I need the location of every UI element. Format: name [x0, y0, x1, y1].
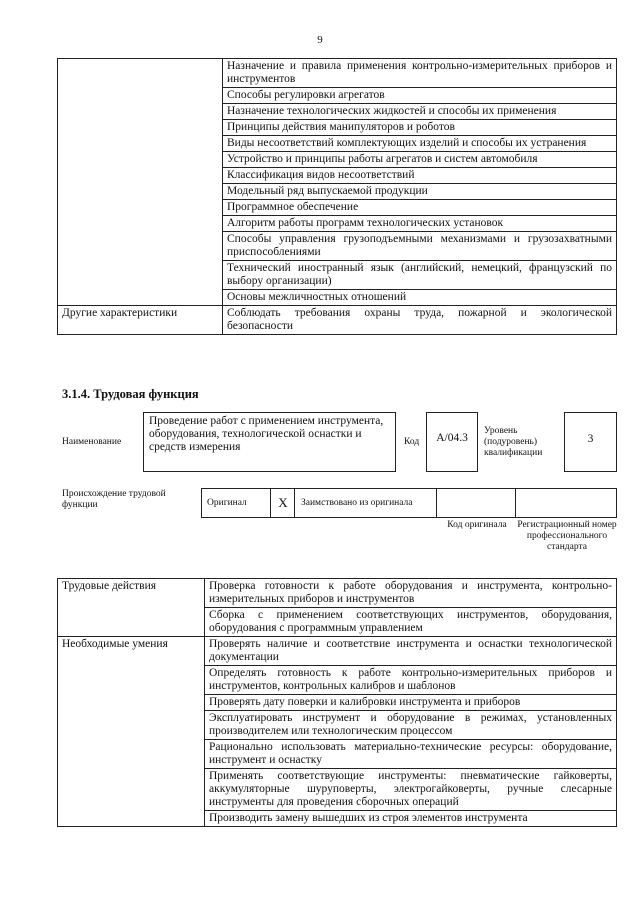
list-item: Эксплуатировать инструмент и оборудование в режимах, установленных производителем или технологическим процессом [205, 711, 616, 740]
row-items-cell [223, 306, 617, 335]
list-item: Модельный ряд выпускаемой продукции [223, 184, 616, 200]
table-row [58, 637, 617, 827]
list-item: Алгоритм работы программ технологических установок [223, 216, 616, 232]
row-items-cell [223, 59, 617, 306]
row-label-cell [58, 59, 223, 306]
origin-label: Происхождение трудовой функции [62, 489, 166, 510]
code-original-caption: Код оригинала [447, 520, 507, 530]
row-label-cell [58, 579, 205, 637]
original-label: Оригинал [207, 498, 247, 508]
list-item: Проверять наличие и соответствие инструмента и оснастки технологической документации [205, 637, 616, 666]
name-value: Проведение работ с применением инструмента, оборудования, технологической оснастки и средств измерения [149, 415, 384, 453]
name-value-box [143, 412, 396, 472]
list-item: Устройство и принципы работы агрегатов и систем автомобиля [223, 152, 616, 168]
list-item: Проверка готовности к работе оборудования и инструмента, контрольно-измерительных приборов и инструментов [205, 579, 616, 608]
list-item: Классификация видов несоответствий [223, 168, 616, 184]
list-item: Основы межличностных отношений [227, 291, 407, 303]
level-value-box [564, 412, 617, 472]
list-item: Проверять дату поверки и калибровки инструмента и приборов [205, 695, 616, 711]
page-number: 9 [317, 34, 323, 46]
list-item: Назначение технологических жидкостей и способы их применения [223, 104, 616, 120]
row-label-cell [58, 306, 223, 335]
list-item: Соблюдать требования охраны труда, пожарной и экологической безопасности [227, 307, 612, 332]
list-item: Программное обеспечение [223, 200, 616, 216]
labor-functions-table [57, 578, 617, 827]
table-row [58, 579, 617, 637]
section-title: 3.1.4. Трудовая функция [62, 387, 199, 401]
list-item: Виды несоответствий комплектующих изделий и способы их устранения [223, 136, 616, 152]
level-label: Уровень (подуровень) квалификации [484, 426, 543, 458]
original-mark: X [278, 495, 288, 510]
table-row [58, 306, 617, 335]
list-item: Способы регулировки агрегатов [223, 88, 616, 104]
row-items-cell [205, 579, 617, 637]
level-value: 3 [587, 433, 594, 445]
list-item: Принципы действия манипуляторов и роботов [223, 120, 616, 136]
list-item: Определять готовность к работе контрольно-измерительных приборов и инструментов, контрольных калибров и шаблонов [205, 666, 616, 695]
row-label [58, 59, 222, 61]
list-item: Производить замену вышедших из строя элементов инструмента [209, 812, 528, 824]
row-label-cell [58, 637, 205, 827]
list-item: Способы управления грузоподъемными механизмами и грузозахватными приспособлениями [223, 232, 616, 261]
list-item: Применять соответствующие инструменты: пневматические гайковерты, аккумуляторные шуруповерты, электрогайковерты, ручные слесарные инструменты для проведения сборочных операций [205, 769, 616, 811]
row-label: Трудовые действия [62, 580, 157, 592]
list-item: Рационально использовать материально-технические ресурсы: оборудование, инструмент и оснастку [205, 740, 616, 769]
list-item: Сборка с применением соответствующих инструментов, оборудования, оборудования с программным управлением [209, 609, 612, 634]
code-value: A/04.3 [436, 432, 468, 444]
row-label: Другие характеристики [62, 307, 178, 319]
code-label: Код [404, 437, 420, 447]
list-item: Технический иностранный язык (английский, немецкий, французский по выбору организации) [223, 261, 616, 290]
borrowed-label: Заимствовано из оригинала [301, 498, 413, 508]
name-label: Наименование [62, 437, 122, 447]
code-value-box [426, 412, 478, 472]
row-label: Необходимые умения [62, 638, 168, 650]
reg-number-caption: Регистрационный номер профессионального стандарта [517, 520, 617, 552]
list-item: Назначение и правила применения контрольно-измерительных приборов и инструментов [223, 59, 616, 88]
top-knowledge-table [57, 58, 617, 335]
table-row [58, 59, 617, 306]
row-items-cell [205, 637, 617, 827]
code-original-slot [436, 488, 516, 518]
